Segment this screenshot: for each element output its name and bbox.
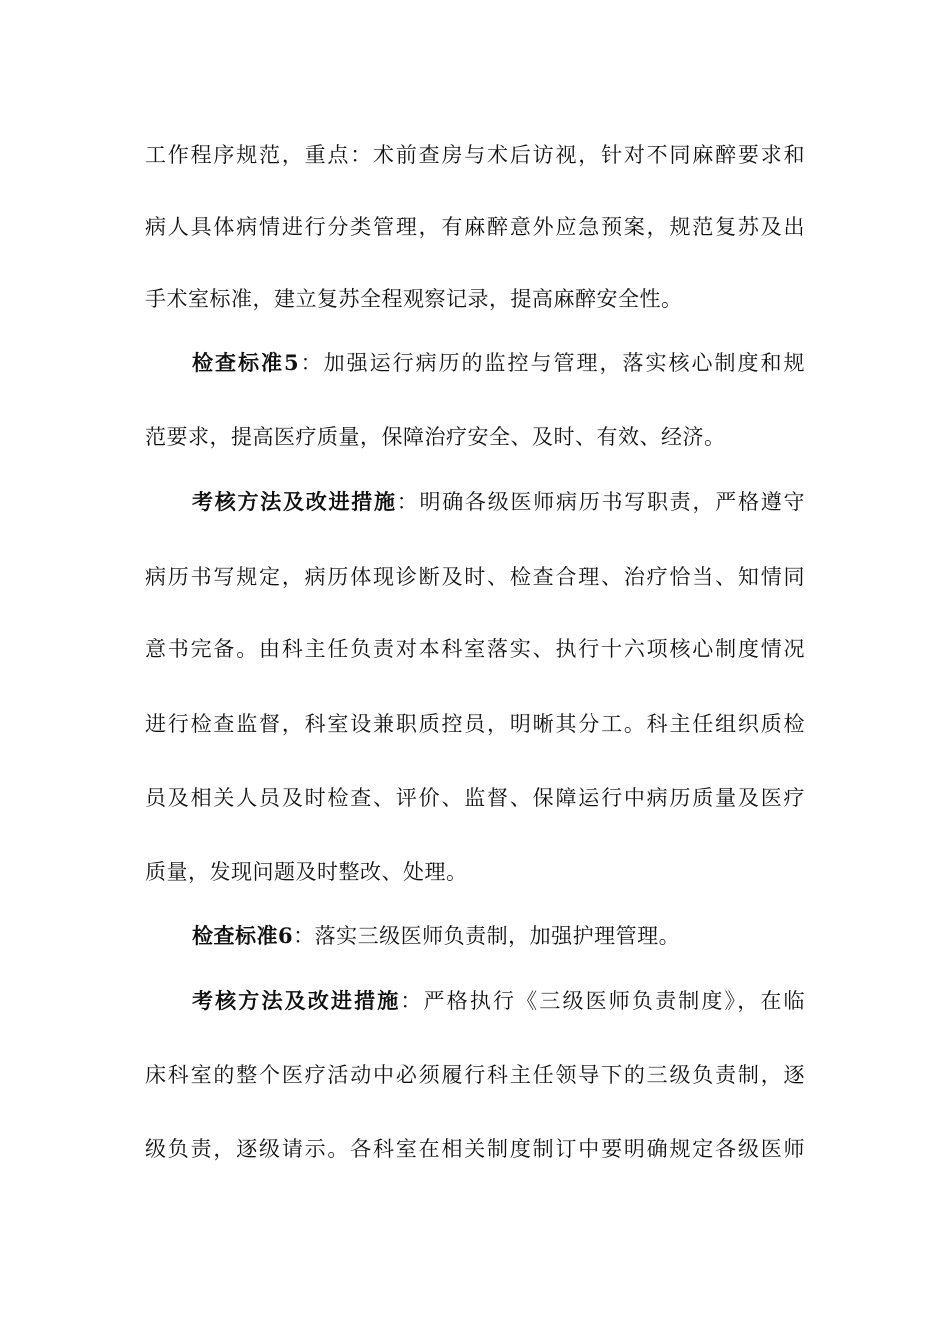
line-text: 员及相关人员及时检查、评价、监督、保障运行中病历质量及医疗 <box>145 786 805 810</box>
line-text: ：加强运行病历的监控与管理，落实核心制度和规 <box>299 351 805 375</box>
line-text: ：严格执行《三级医师负责制度》，在临 <box>400 989 806 1013</box>
paragraph-line <box>192 986 805 1016</box>
paragraph-line <box>145 140 805 170</box>
paragraph-line <box>145 1134 805 1164</box>
line-text: 质量，发现问题及时整改、处理。 <box>145 860 468 884</box>
line-text: 进行检查监督，科室设兼职质控员，明晰其分工。科主任组织质检 <box>145 712 805 736</box>
section-label: 检查标准6 <box>192 923 294 948</box>
line-text: 级负责，逐级请示。各科室在相关制度制订中要明确规定各级医师 <box>145 1137 805 1161</box>
paragraph-line <box>145 783 805 813</box>
line-text: 病人具体病情进行分类管理，有麻醉意外应急预案，规范复苏及出 <box>145 215 805 239</box>
paragraph-line <box>145 422 805 452</box>
paragraph-line <box>145 709 805 739</box>
paragraph-line <box>145 562 805 592</box>
paragraph-line <box>145 857 805 887</box>
paragraph-line <box>192 921 805 951</box>
paragraph-line <box>145 212 805 242</box>
section-label: 考核方法及改进措施 <box>192 489 397 514</box>
line-text: 意书完备。由科主任负责对本科室落实、执行十六项核心制度情况 <box>145 637 805 661</box>
line-text: 床科室的整个医疗活动中必须履行科主任领导下的三级负责制，逐 <box>145 1063 805 1087</box>
line-text: ：明确各级医师病历书写职责，严格遵守 <box>396 490 805 514</box>
section-label: 检查标准5 <box>192 350 300 375</box>
paragraph-line <box>192 348 805 378</box>
line-text: 范要求，提高医疗质量，保障治疗安全、及时、有效、经济。 <box>145 425 726 449</box>
paragraph-line <box>192 487 805 517</box>
paragraph-line <box>145 634 805 664</box>
line-text: ：落实三级医师负责制，加强护理管理。 <box>293 924 681 948</box>
line-text: 工作程序规范，重点：术前查房与术后访视，针对不同麻醉要求和 <box>145 143 805 167</box>
paragraph-line <box>145 284 805 314</box>
paragraph-line <box>145 1060 805 1090</box>
section-label: 考核方法及改进措施 <box>192 988 401 1013</box>
line-text: 手术室标准，建立复苏全程观察记录，提高麻醉安全性。 <box>145 287 683 311</box>
line-text: 病历书写规定，病历体现诊断及时、检查合理、治疗恰当、知情同 <box>145 565 805 589</box>
